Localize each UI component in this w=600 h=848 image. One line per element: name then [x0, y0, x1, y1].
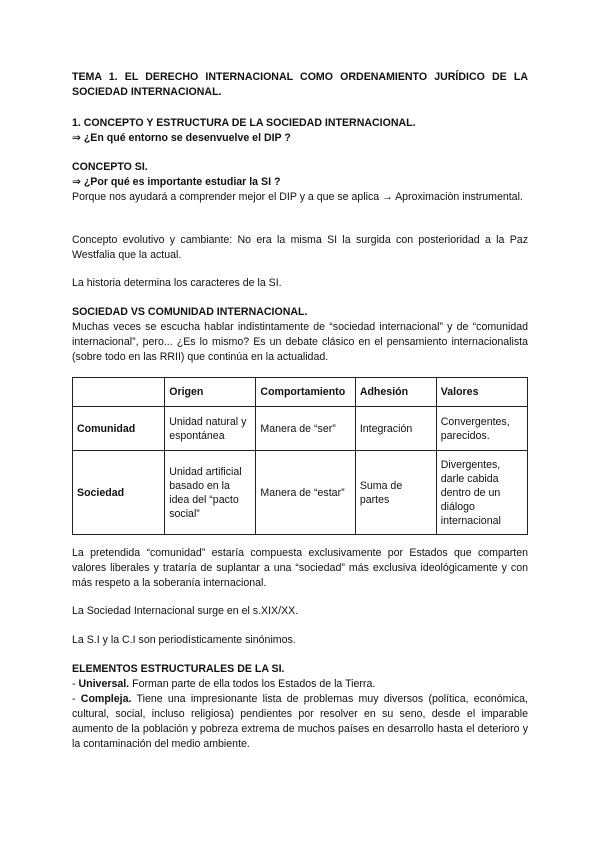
paragraph-concepto-evolutivo: Concepto evolutivo y cambiante: No era la misma SI la surgida con posterioridad a la Paz Westfalia que la actual. [72, 234, 528, 261]
table-cell-row-label: Comunidad [73, 407, 165, 451]
table-cell: Unidad natural y espontánea [165, 407, 256, 451]
paragraph-surgimiento: La Sociedad Internacional surge en el s.XIX/XX. [72, 605, 299, 617]
heading-elementos-estructurales: ELEMENTOS ESTRUCTURALES DE LA SI. [72, 663, 285, 675]
comparison-table [72, 377, 528, 535]
table-cell: Convergentes, parecidos. [436, 407, 527, 451]
question-importancia-si: ⇒ ¿Por qué es importante estudiar la SI ? [72, 176, 281, 188]
text-compleja: Tiene una impresionante lista de problemas muy diversos (política, económica, cultural, social, incluso religiosa) pendientes por resolver en su seno, desde el imparable aumento de la población y pobreza extrema de muchos países en desarrollo hasta el deterioro y la contaminación del medio ambiente. [72, 693, 528, 750]
paragraph-debate: Muchas veces se escucha hablar indistintamente de “sociedad internacional” y de “comunidad internacional”, pero... ¿Es lo mismo? Es un debate clásico en el pensamiento internacionalista (sobre todo en las RRII) que continúa en la actualidad. [72, 321, 528, 363]
text-universal: Forman parte de ella todos los Estados de la Tierra. [132, 678, 376, 690]
table-cell: Manera de “ser” [256, 407, 355, 451]
section-heading-concepto-estructura: 1. CONCEPTO Y ESTRUCTURA DE LA SOCIEDAD INTERNACIONAL. [72, 117, 416, 129]
paragraph-aproximacion: Porque nos ayudará a comprender mejor el DIP y a que se aplica → Aproximaciòn instrumental. [72, 191, 523, 203]
list-item-universal: - Universal. Forman parte de ella todos los Estados de la Tierra. [72, 678, 376, 690]
table-cell-row-label: Sociedad [73, 451, 165, 535]
paragraph-comunidad-pretendida: La pretendida “comunidad” estaría compuesta exclusivamente por Estados que comparten valores liberales y trataría de suplantar a una “sociedad” más exclusiva ideológicamente y con más respeto a la soberanía internacional. [72, 547, 528, 589]
table-cell: Integración [355, 407, 436, 451]
heading-sociedad-vs-comunidad: SOCIEDAD VS COMUNIDAD INTERNACIONAL. [72, 306, 308, 318]
table-header-cell: Adhesión [355, 378, 436, 407]
table-row [73, 451, 528, 535]
table-cell: Manera de “estar” [256, 451, 355, 535]
table-cell: Unidad artificial basado en la idea del “pacto social” [165, 451, 256, 535]
table-cell: Divergentes, darle cabida dentro de un diálogo internacional [436, 451, 527, 535]
table-header-cell: Valores [436, 378, 527, 407]
table-header-row [73, 378, 528, 407]
document-title: TEMA 1. EL DERECHO INTERNACIONAL COMO ORDENAMIENTO JURÍDICO DE LA SOCIEDAD INTERNACIONAL. [72, 71, 528, 98]
table-header-cell: Comportamiento [256, 378, 355, 407]
paragraph-sinonimos: La S.I y la C.I son periodísticamente sinónimos. [72, 634, 296, 646]
term-universal: Universal. [78, 678, 130, 690]
section-question-entorno: ⇒ ¿En qué entorno se desenvuelve el DIP ? [72, 132, 291, 144]
term-compleja: Compleja. [80, 693, 132, 705]
paragraph-historia: La historia determina los caracteres de la SI. [72, 277, 282, 289]
table-cell: Suma de partes [355, 451, 436, 535]
table-row [73, 407, 528, 451]
list-item-compleja: - Compleja. Tiene una impresionante lista de problemas muy diversos (política, económica, cultural, social, incluso religiosa) pendientes por resolver en su seno, desde el imparable aumento de la población y pobreza extrema de muchos países en desarrollo hasta el deterioro y la contaminación del medio ambiente. [72, 693, 528, 750]
table-header-cell: Origen [165, 378, 256, 407]
table-header-cell [73, 378, 165, 407]
heading-concepto-si: CONCEPTO SI. [72, 161, 148, 173]
